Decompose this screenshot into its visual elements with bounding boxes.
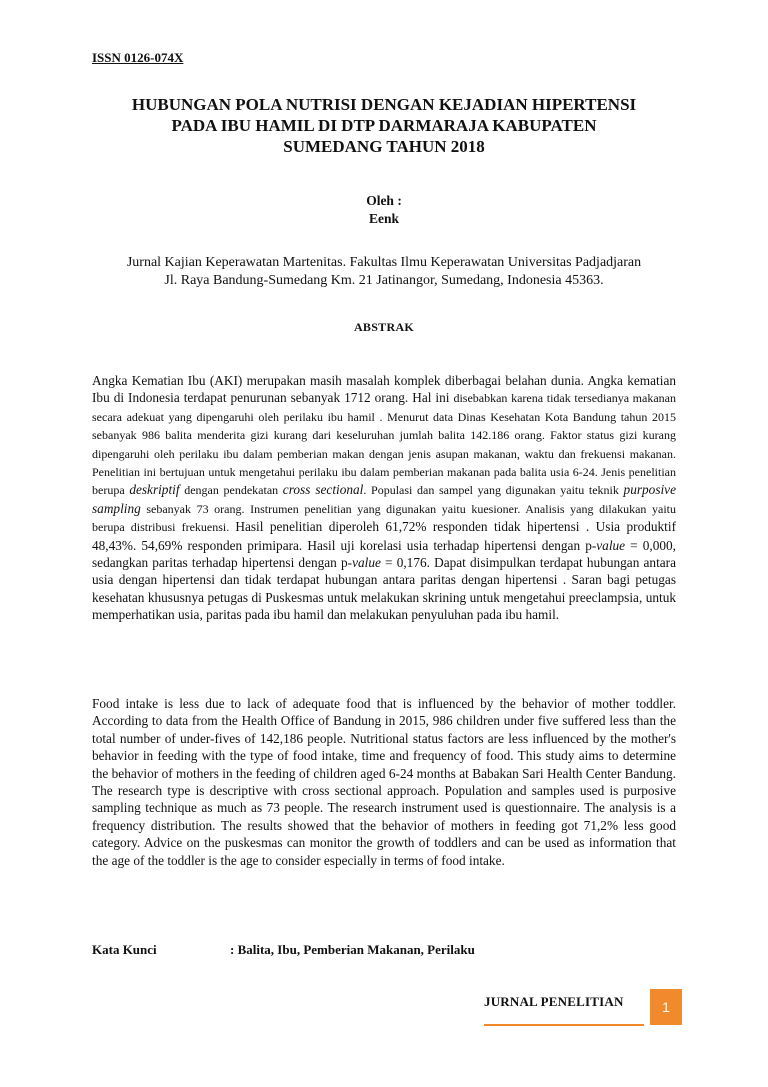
author-block [92,192,676,228]
title-line: SUMEDANG TAHUN 2018 [283,137,485,156]
abstract-id-emphasis: purposive sampling [92,482,676,516]
abstract-id-emphasis: deskriptif [129,482,180,498]
abstract-id-emphasis: value [596,537,626,553]
keywords-label: Kata Kunci [92,942,157,957]
abstract-id-text: . Populasi dan sampel yang digunakan yaitu teknik [363,483,624,498]
abstract-id-text: Angka Kematian Ibu (AKI) merupakan masih masalah komplek diberbagai belahan dunia. Angka kematian Ibu di Indonesia terdapat penurunan sebanyak 1712 orang. Hal ini [92,373,676,406]
author-name: Eenk [368,211,399,226]
abstract-heading: ABSTRAK [353,320,415,334]
affiliation-line: Jl. Raya Bandung-Sumedang Km. 21 Jatinangor, Sumedang, Indonesia 45363. [164,273,604,288]
abstract-english: Food intake is less due to lack of adequate food that is influenced by the behavior of mother toddler. According to data from the Health Office of Bandung in 2015, 986 children under five suffered less than the total number of under-fives of 142,186 people. Nutritional status factors are less influenced by the mother's behavior in feeding with the type of food intake, time and frequency of food. This study aims to determine the behavior of mothers in the feeding of children aged 6-24 months at Babakan Sari Health Center Bandung. The research type is descriptive with cross sectional approach. Population and samples used is purposive sampling technique as much as 73 people. The research instrument used is questionnaire. The analysis is a frequency distribution. The results showed that the behavior of mothers in feeding got 71,2% less good category. Advice on the puskesmas can monitor the growth of toddlers and can be used as information that the age of the toddler is the age to consider especially in terms of food intake. [92,696,676,868]
abstract-indonesian [92,372,676,624]
abstract-id-emphasis: value [352,555,381,571]
footer-journal-name: JURNAL PENELITIAN [484,994,624,1009]
keywords [92,942,475,958]
paper-title [92,94,676,157]
abstract-id-text: Hasil penelitian diperoleh 61,72% responden tidak hipertensi . Usia produktif 48,43%. 54,69% responden primipara. Hasil uji korelasi usia terhadap hipertensi dengan p- [92,519,676,553]
issn-number: ISSN 0126-074X [92,50,184,65]
abstract-id-emphasis: cross sectional [282,482,364,498]
footer-rule [484,1024,644,1026]
abstract-id-text: dengan pendekatan [179,483,283,498]
affiliation-line: Jurnal Kajian Keperawatan Martenitas. Fakultas Ilmu Keperawatan Universitas Padjadjaran [126,255,642,270]
title-line: HUBUNGAN POLA NUTRISI DENGAN KEJADIAN HIPERTENSI [131,95,637,114]
oleh-label: Oleh : [366,193,402,208]
abstract-id-text: disebabkan karena tidak tersedianya makanan secara adekuat yang dipengaruhi oleh perilaku ibu hamil . Menurut data Dinas Kesehatan Kota Bandung tahun 2015 sebanyak 986 balita menderita gizi kurang dari keseluruhan jumlah balita 142.186 orang. Faktor status gizi kurang dipengaruhi oleh perilaku ibu dalam pemberian makan dengan jenis asupan makanan, waktu dan frekuensi makanan. Penelitian ini bertujuan untuk mengetahui perilaku ibu dalam pemberian makanan pada balita usia 6-24. Jenis penelitian berupa [92,391,676,498]
abstract-id-text: = 0,176. Dapat disimpulkan terdapat hubungan antara usia dengan hipertensi dan tidak terdapat hubungan antara paritas dengan hipertensi . Saran bagi petugas kesehatan khususnya petugas di Puskesmas untuk melakukan skrining untuk mengetahui preeclampsia, untuk memperhatikan usia, paritas pada ibu hamil dan melakukan penyuluhan pada ibu hamil. [92,555,676,623]
page-number: 1 [650,989,682,1025]
abstract-id-text: sebanyak 73 orang. Instrumen penelitian yang digunakan yaitu kuesioner. Analisis yang dilakukan yaitu berupa distribusi frekuensi. [92,501,676,535]
abstract-id-text: = 0,000, sedangkan paritas terhadap hipertensi dengan p- [92,537,677,571]
title-line: PADA IBU HAMIL DI DTP DARMARAJA KABUPATEN [171,116,597,135]
keywords-value: : Balita, Ibu, Pemberian Makanan, Perilaku [230,942,475,957]
affiliation [92,254,676,290]
